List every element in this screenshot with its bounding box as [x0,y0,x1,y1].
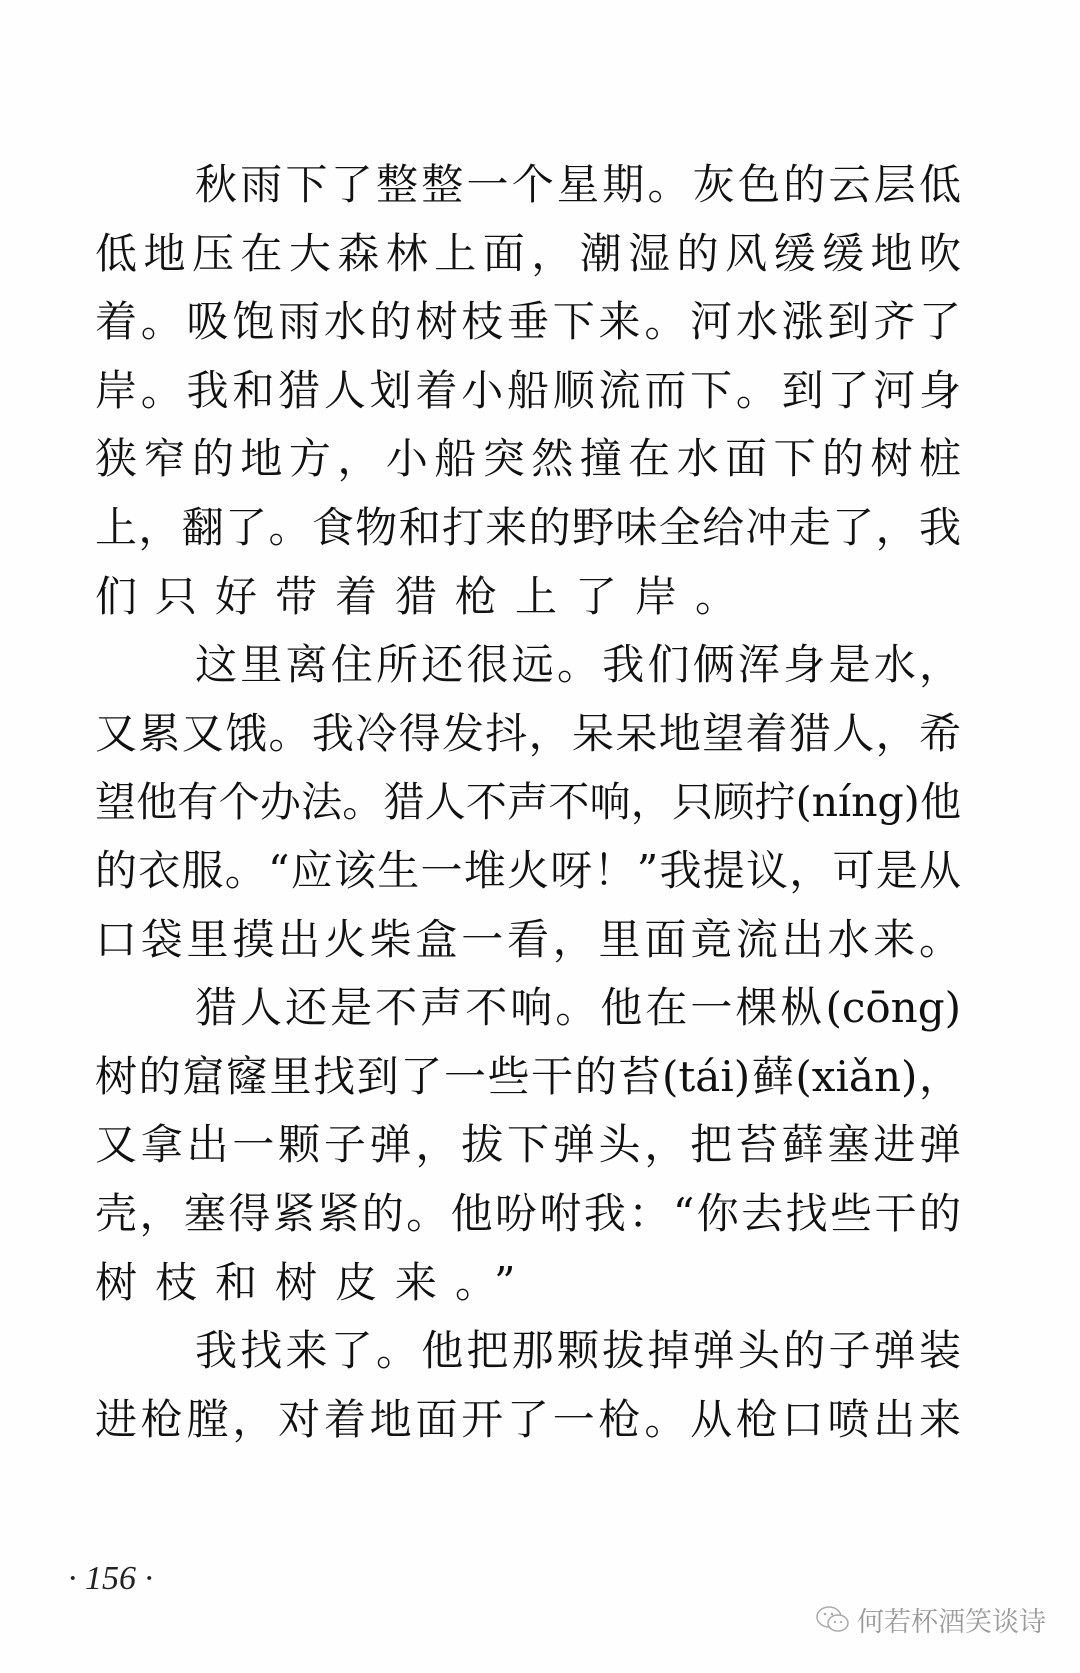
text-line: 上，翻了。食物和打来的野味全给冲走了，我 [95,503,961,552]
watermark-text: 何若杯酒笑谈诗 [857,1607,1046,1638]
text-line: 狭窄的地方，小船突然撞在水面下的树桩 [95,434,961,484]
text-line: 我找来了。他把那颗拔掉弹头的子弹装 [195,1326,961,1376]
wechat-icon [815,1605,851,1635]
text-line: 又拿出一颗子弹，拔下弹头，把苔藓塞进弹 [95,1120,961,1170]
text-line: 秋雨下了整整一个星期。灰色的云层低 [195,160,961,209]
text-line: 的衣服。“应该生一堆火呀！”我提议，可是从 [95,846,961,895]
text-line: 进枪膛，对着地面开了一枪。从枪口喷出来 [95,1394,961,1444]
page-number: · 156 · [68,1560,153,1597]
text-line: 这里离住所还很远。我们俩浑身是水， [195,640,961,690]
text-line: 口袋里摸出火柴盒一看，里面竟流出水来。 [95,914,961,964]
text-line: 岸。我和猎人划着小船顺流而下。到了河身 [95,365,961,415]
watermark [815,1600,1046,1639]
text-line: 树的窟窿里找到了一些干的苔(tái)藓(xiǎn)， [95,1051,961,1101]
text-line: 低地压在大森林上面，潮湿的风缓缓地吹 [95,228,961,278]
text-line: 又累又饿。我冷得发抖，呆呆地望着猎人，希 [95,708,961,758]
text-line: 们只好带着猎枪上了岸。 [95,571,756,621]
text-line: 猎人还是不声不响。他在一棵枞(cōng) [195,983,961,1033]
text-line: 壳，塞得紧紧的。他吩咐我：“你去找些干的 [95,1189,961,1238]
text-line: 望他有个办法。猎人不声不响，只顾拧(níng)他 [95,778,961,827]
text-line: 着。吸饱雨水的树枝垂下来。河水涨到齐了 [95,297,961,347]
text-line: 树枝和树皮来。” [95,1257,534,1307]
